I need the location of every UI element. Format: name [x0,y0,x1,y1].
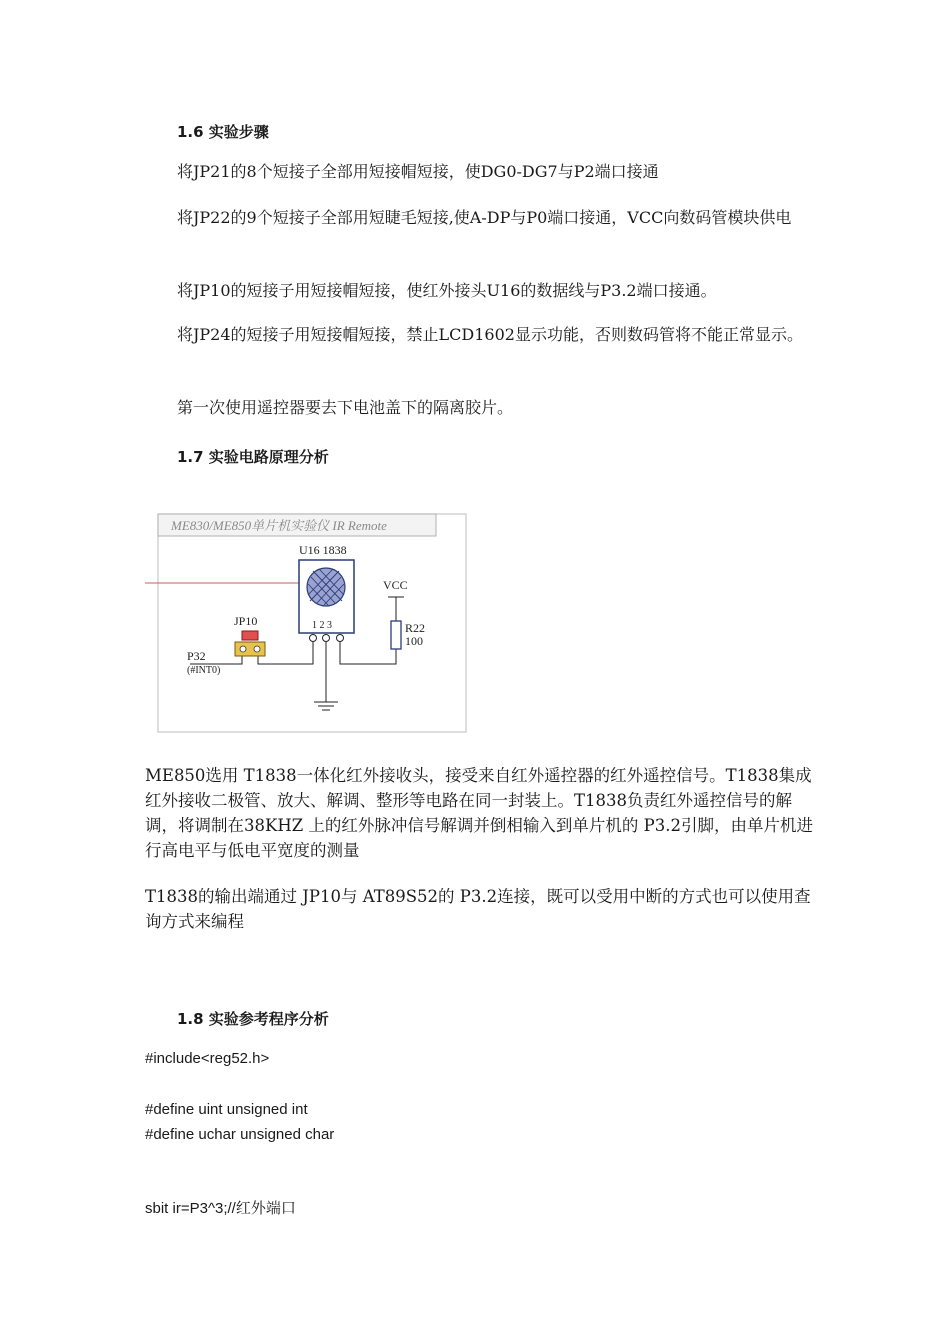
step-2: 将JP22的9个短接子全部用短睫毛短接,使A-DP与P0端口接通，VCC向数码管模块供电 [177,208,792,227]
analysis-paragraph-2: T1838的输出端通过 JP10与 AT89S52的 P3.2连接，既可以受用中断的方式也可以使用查询方式来编程 [145,887,811,931]
ir-circuit-diagram [145,507,470,737]
ir-circuit-figure [145,507,470,737]
heading-1-6: 1.6 实验步骤 [177,123,269,141]
code-line-include: #include<reg52.h> [145,1050,270,1067]
r22-resistor [391,621,401,649]
u16-label: U16 1838 [299,543,347,557]
step-1: 将JP21的8个短接子全部用短接帽短接，使DG0-DG7与P2端口接通 [177,162,659,181]
step-5: 第一次使用遥控器要去下电池盖下的隔离胶片。 [177,398,514,417]
int0-label: (#INT0) [187,665,221,676]
jp10-label: JP10 [234,614,258,628]
jp10-header [235,642,265,656]
jp10-cap [242,631,258,640]
r22-value: 100 [405,634,423,648]
u16-sensor [307,568,345,606]
step-4: 将JP24的短接子用短接帽短接，禁止LCD1602显示功能，否则数码管将不能正常显示。 [177,325,803,344]
code-line-define-uint: #define uint unsigned int [145,1101,308,1118]
vcc-label: VCC [383,578,408,592]
p32-label: P32 [187,649,206,663]
analysis-paragraph-1: ME850选用 T1838一体化红外接收头，接受来自红外遥控器的红外遥控信号。T1838集成红外接收二极管、放大、解调、整形等电路在同一封装上。T1838负责红外遥控信号的解调，将调制在38KHZ 上的红外脉冲信号解调并倒相输入到单片机的 P3.2引脚，由单片机进行高电平与低电平宽度的测量 [145,766,814,860]
r22-label: R22 [405,621,426,635]
step-3: 将JP10的短接子用短接帽短接，使红外接头U16的数据线与P3.2端口接通。 [177,281,717,300]
u16-pins-label: 1 2 3 [312,620,332,631]
figure-title: ME830/ME850单片机实验仪 IR Remote [171,518,387,533]
heading-1-7: 1.7 实验电路原理分析 [177,448,329,466]
wiring [190,597,404,710]
heading-1-8: 1.8 实验参考程序分析 [177,1010,329,1028]
code-line-sbit-ir: sbit ir=P3^3;//红外端口 [145,1200,296,1217]
code-line-define-uchar: #define uchar unsigned char [145,1126,335,1143]
u16-pins [310,635,344,642]
